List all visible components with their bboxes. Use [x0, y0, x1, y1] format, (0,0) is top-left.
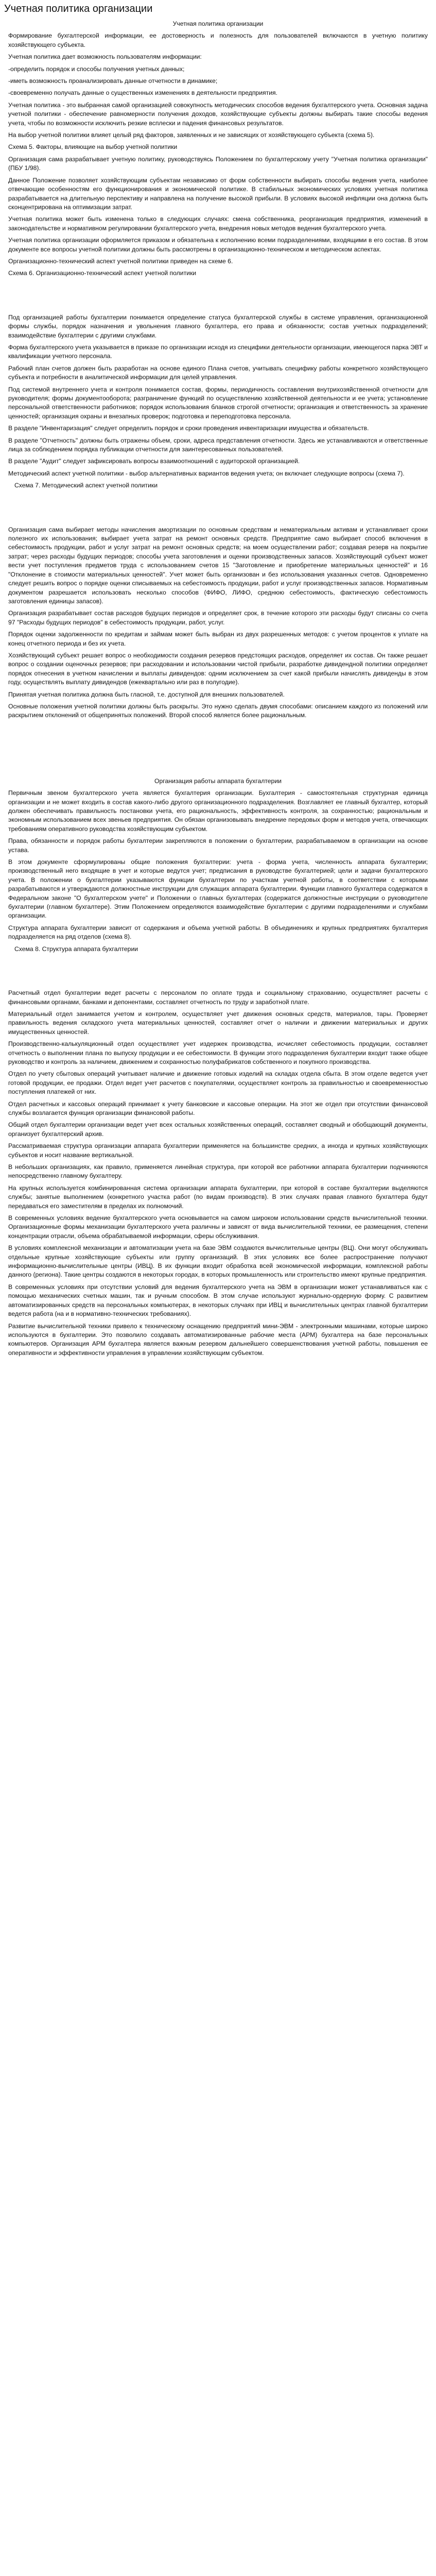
paragraph: Порядок оценки задолженности по кредитам и займам может быть выбран из двух разрешенных методов: с учетом процентов к уплате на конец отчетного периода и без их учета. — [8, 631, 428, 647]
paragraph: На крупных используется комбинированная система организации аппарата бухгалтерии, при которой в составе бухгалтерии выделяются службы; занятые выполнением (конкретного участка работ (по видам производств). В этих случаях правая главного бухгалтера будут передаваться его заместителям в пределах их полномочий. — [8, 1184, 428, 1210]
paragraph: Под организацией работы бухгалтерии понимается определение статуса бухгалтерской службы в системе управления, организационной формы службы, порядок назначения и увольнения главного бухгалтера, его права и обязанности; состав учетных подразделений; взаимодействие бухгалтерии с другими службами. — [8, 313, 428, 339]
paragraph: Первичным звеном бухгалтерского учета является бухгалтерия организации. Бухгалтерия - самостоятельная структурная единица организации и не может входить в состав какого-либо другого организационного подразделения. Возглавляет ее главный бухгалтер, который должен обеспечивать правильность постановки учета, его рациональность, эффективность контроля, за сохранностью; рациональным и экономным использованием всех звеньев предприятия. Он обязан организовывать внедрение передовых форм и методов учета, отвечающих требованиям оперативного руководства хозяйствующим субъектом. — [8, 789, 428, 833]
paragraph: Расчетный отдел бухгалтерии ведет расчеты с персоналом по оплате труда и социальному страхованию, осуществляет расчеты с финансовыми органами, банками и депонентами, составляет отчетность по труду и заработной плате. — [8, 989, 428, 1006]
paragraph: В современных условиях при отсутствии условий для ведения бухгалтерского учета на ЭВМ в организации может устанавливаться как с помощью механических счетных машин, так и ручным способом. В этом случае используют журнально-ордерную форму. С развитием автоматизированных средств на персональных компьютерах, в некоторых случаях при ИВЦ и вычислительных центрах главной бухгалтерии ведется работа (на и в нормативно-технических требованиях). — [8, 1283, 428, 1318]
scheme-caption: Схема 8. Структура аппарата бухгалтерии — [14, 945, 138, 953]
paragraph: Данное Положение позволяет хозяйствующим субъектам независимо от форм собственности выбирать способы ведения учета, наиболее отвечающие особенностям его функционирования и экономической политике. В стабильных экономических условиях учетная политика разрабатывается на длительную перспективу и направлена на получение высокой прибыли. В условиях высокой инфляции она должна быть сконцентрирована на оптимизации затрат. — [8, 176, 428, 211]
paragraph: В этом документе сформулированы общие положения бухгалтерии: учета - форма учета, численность аппарата бухгалтерии; производственный него входящие в учет и которые ведутся учет; предписания в руководстве бухгалтерией; цели и задачи бухгалтерского учета. В положении о бухгалтерии указываются функции бухгалтерии по участкам учетной работы, в соответствии с которыми разрабатываются и утверждаются должностные инструкции для служащих аппарата бухгалтерии. Функции главного бухгалтера содержатся в Федеральном законе "О бухгалтерском учете" и Положении о главных бухгалтерах (содержатся должностные инструкции о руководителе бухгалтерии (главном бухгалтере). Этим Положением определяются взаимодействие бухгалтерии с другими подразделениями и службами организации. — [8, 858, 428, 920]
paragraph: На выбор учетной политики влияет целый ряд факторов, заявленных и не зависящих от хозяйствующего субъекта (схема 5). — [8, 131, 375, 139]
paragraph: Учетная политика может быть изменена только в следующих случаях: смена собственника, реорганизация предприятия, изменений в законодательстве и нормативном регулировании бухгалтерского учета, внедрения новых методов ведения бухгалтерского учета. — [8, 215, 428, 232]
paragraph: Формирование бухгалтерской информации, ее достоверность и полезность для пользователей включаются в учетную политику хозяйствующего субъекта. — [8, 32, 428, 48]
paragraph: -своевременно получать данные о существенных изменениях в деятельности предприятия. — [8, 89, 277, 97]
paragraph: Учетная политика дает возможность пользователям информации: — [8, 53, 202, 61]
paragraph: Рабочий план счетов должен быть разработан на основе единого Плана счетов, учитывать специфику работы конкретного хозяйствующего субъекта и потребности в аналитической информации для целей управления. — [8, 364, 428, 381]
paragraph: Организация разрабатывает состав расходов будущих периодов и определяет срок, в течение которого эти расходы будут списаны со счета 97 "Расходы будущих периодов" в себестоимость продукции, работ, услуг. — [8, 609, 428, 626]
section-heading: Учетная политика организации — [172, 20, 264, 27]
paragraph: Развитие вычислительной техники привело к техническому оснащению предприятий мини-ЭВМ - электронными машинами, которые широко используются в бухгалтерии. Это позволило создавать автоматизированные рабочие места (АРМ) бухгалтера на базе персональных компьютеров. Организация АРМ бухгалтера является важным резервом дальнейшего совершенствования учетной работы, повышения ее оперативности и эффективности управления в управлении хозяйствующим субъектом. — [8, 1322, 428, 1357]
paragraph: В разделе "Аудит" следует зафиксировать вопросы взаимоотношений с аудиторской организацией. — [8, 457, 300, 465]
paragraph: Организация сама разрабатывает учетную политику, руководствуясь Положением по бухгалтерскому учету "Учетная политика организации" (ПБУ 1/98). — [8, 155, 428, 172]
paragraph: В разделе "Инвентаризация" следует определить порядок и сроки проведения инвентаризации имущества и обязательств. — [8, 425, 369, 432]
paragraph: Схема 5. Факторы, влияющие на выбор учетной политики — [8, 143, 178, 151]
paragraph: Хозяйствующий субъект решает вопрос о необходимости создания резервов предстоящих расходов, определяет их состав. Он также решает вопрос о создании оценочных резервов; при расходовании и использовании чистой прибыли, разработке дивидендной политики определяет порядок отнесения в учетном начислении и выплаты дивидендов: одним исключением за счет какой прибыли начислять дивиденды в этом году, осуществлять выплату дивидендов (ежеквартально или раз в полугодие). — [8, 651, 428, 686]
page-title: Учетная политика организации — [4, 3, 153, 14]
paragraph: Отдел по учету сбытовых операций учитывает наличие и движение готовых изделий на складах отдела сбыта. В этом отделе ведется учет готовой продукции, ее продажи. Отдел ведет учет расчетов с покупателями, осуществляет контроль за правильностью и своевременностью поступления платежей от них. — [8, 1070, 428, 1096]
paragraph: Рассматриваемая структура организации аппарата бухгалтерии применяется на большинстве средних, а иногда и крупных хозяйствующих субъектов и носит название вертикальной. — [8, 1142, 428, 1159]
paragraph: Отдел расчетных и кассовых операций принимает к учету банковские и кассовые операции. На этот же отдел при отсутствии финансовой службы возлагается функция организации финансовой работы. — [8, 1100, 428, 1116]
article-body — [0, 18, 436, 1358]
paragraph: Методический аспект учетной политики - выбор альтернативных вариантов ведения учета; он включает следующие вопросы (схема 7). — [8, 469, 405, 477]
paragraph: Организация сама выбирает методы начисления амортизации по основным средствам и нематериальным активам и устанавливает сроки полезного их использования; выбирает учета затрат на ремонт основных средств. Предприятие само выбирает способ включения в себестоимость продукции, работ и услуг затрат на ремонт основных средств; на моем осуществлении работ; создавая резерв на покрытие затрат; через расходы будущих периодов; способы учета заготовления и оценки производственных запасов. Хозяйствующий субъект может вести учет поступления предметов труда с использованием счетов 15 "Заготовление и приобретение материальных ценностей" и 16 "Отклонение в стоимости материальных ценностей". Учет может быть организован и без использования указанных счетов. Одновременно следует решить вопрос о порядке оценки списываемых на себестоимость продукции, работ и услуг производственных запасов. Нормативным документом разрешается использовать несколько способов (ФИФО, ЛИФО, среднюю себестоимость, фактическую себестоимость заготовления единицы запасов). — [8, 526, 428, 605]
paragraph: Материальный отдел занимается учетом и контролем, осуществляет учет движения основных средств, материалов, тары. Проверяет правильность ведения складского учета материальных ценностей, составляет отчет о наличии и движении материальных и других имущественных ценностей. — [8, 1010, 428, 1036]
paragraph: Схема 6. Организационно-технический аспект учетной политики — [8, 269, 197, 277]
paragraph: Структура аппарата бухгалтерии зависит от содержания и объема учетной работы. В объединениях и крупных предприятиях бухгалтерия подразделяется на ряд отделов (схема 8). — [8, 924, 428, 941]
paragraph: В небольших организациях, как правило, применяется линейная структура, при которой все работники аппарата бухгалтерии подчиняются непосредственно главному бухгалтеру. — [8, 1163, 428, 1180]
paragraph: Форма бухгалтерского учета указывается в приказе по организации исходя из специфики деятельности организации, имеющегося парка ЭВТ и квалификации учетного персонала. — [8, 343, 428, 360]
paragraph: Права, обязанности и порядок работы бухгалтерии закрепляются в положении о бухгалтерии, разрабатываемом в организации на основе устава. — [8, 837, 428, 854]
paragraph: В условиях комплексной механизации и автоматизации учета на базе ЭВМ создаются вычислительные центры (ВЦ). Они могут обслуживать отдельные крупные хозяйствующие субъекты или группу организаций. В этих условиях все более распространение получают информационно-вычислительные центры (ИВЦ). В их функции входит обработка всей экономической информации, комплексной работы данного (региона). Такие центры создаются в некоторых городах, в которых промышленность или строительство имеют крупные предприятия. — [8, 1244, 428, 1279]
paragraph: В разделе "Отчетность" должны быть отражены объем, сроки, адреса представления отчетности. Здесь же устанавливаются и ответственные лица за соблюдением порядка публикации отчетности для заинтересованных пользователей. — [8, 436, 428, 453]
paragraph: Учетная политика - это выбранная самой организацией совокупность методических способов ведения бухгалтерского учета. Основная задача учетной политики - обеспечение равномерности получения доходов, хозяйствующие субъекты должны выбирать такие способы ведения учета, чтобы по возможности исключить резкие всплески и падения финансовых результатов. — [8, 101, 428, 127]
paragraph: Под системой внутреннего учета и контроля понимается состав, формы, периодичность составления внутрихозяйственной отчетности для руководителя; формы документооборота; разграничение функций по осуществлению хозяйственной деятельности и ее учета; установление персональной ответственности работников; порядок использования бланков строгой отчетности; организация и ответственность за хранение ценностей; организация охраны и внезапных проверок; подготовка и переподготовка персонала. — [8, 385, 428, 420]
paragraph: -иметь возможность проанализировать данные отчетности в динамике; — [8, 77, 218, 85]
paragraph: Производственно-калькуляционный отдел осуществляет учет издержек производства, исчисляет себестоимость продукции, составляет отчетность о выполнении плана по выпуску продукции и ее себестоимости. В функции этого подразделения бухгалтерии входит также общее руководство и контроль за наличием, движением и сохранностью полуфабрикатов собственного и покупного производства. — [8, 1040, 428, 1065]
scheme-caption: Схема 7. Методический аспект учетной политики — [14, 482, 158, 489]
paragraph: -определить порядок и способы получения учетных данных; — [8, 65, 185, 73]
paragraph: Основные положения учетной политики должны быть раскрыты. Это нужно сделать двумя способами: описанием каждого из положений или раскрытием отклонений от общепринятых положений. Второй способ является более рациональным. — [8, 702, 428, 719]
paragraph: Учетная политика организации оформляется приказом и обязательна к исполнению всеми подразделениями, входящими в его состав. В этом документе все вопросы учетной политики должны быть рассмотрены в организационно-техническом и методическом аспектах. — [8, 236, 428, 253]
section-heading: Организация работы аппарата бухгалтерии — [154, 777, 282, 785]
paragraph: Организационно-технический аспект учетной политики приведен на схеме 6. — [8, 257, 233, 265]
paragraph: Принятая учетная политика должна быть гласной, т.е. доступной для внешних пользователей. — [8, 690, 285, 698]
paragraph: Общий отдел бухгалтерии организации ведет учет всех остальных хозяйственных операций, составляет сводный и обобщающий документы, организует бухгалтерский архив. — [8, 1121, 428, 1138]
paragraph: В современных условиях ведение бухгалтерского учета основывается на самом широком использовании средств вычислительной техники. Организационные формы механизации бухгалтерского учета различны и зависят от вида вычислительной техники, ее размещения, степени концентрации отрасли, объема обрабатываемой информации, сферы обслуживания. — [8, 1214, 428, 1240]
